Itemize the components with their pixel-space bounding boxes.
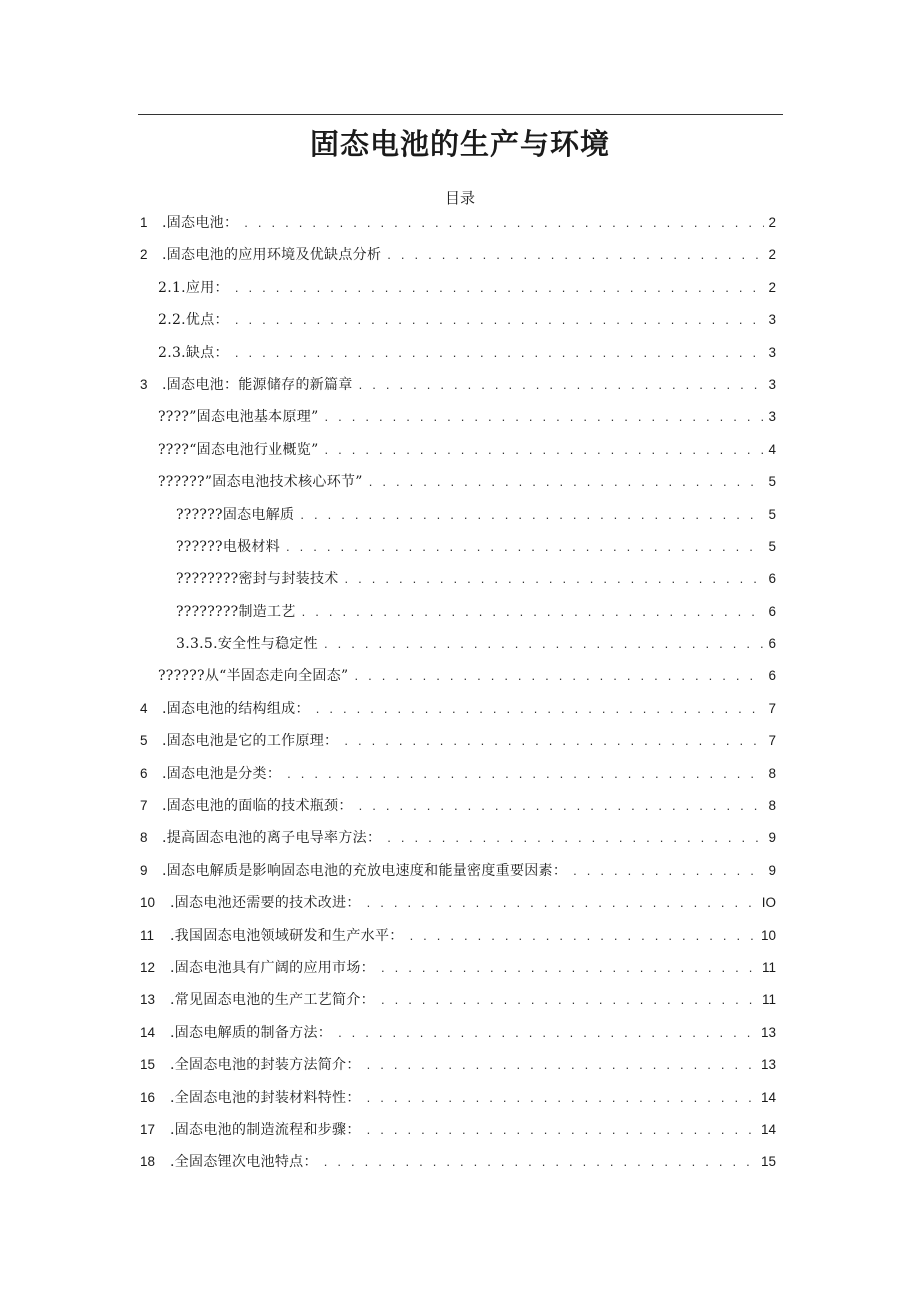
- toc-leader-dots: [300, 503, 764, 527]
- toc-entry-page-number: 3: [768, 344, 776, 360]
- toc-entry-page-number: 8: [768, 798, 776, 814]
- toc-leader-dots: [410, 924, 757, 948]
- toc-entry-text: .固态电池具有广阔的应用市场：: [170, 959, 375, 976]
- toc-entry[interactable]: [140, 826, 776, 858]
- toc-leader-dots: [359, 794, 765, 818]
- toc-leader-dots: [325, 405, 765, 429]
- toc-entry[interactable]: [140, 211, 776, 243]
- toc-entry[interactable]: [140, 438, 776, 470]
- toc-entry-text: .全固态电池的封装方法简介：: [170, 1057, 361, 1074]
- toc-entry-text: ????“固态电池行业概览”: [158, 441, 319, 458]
- toc-entry[interactable]: [140, 729, 776, 761]
- toc-entry[interactable]: [140, 276, 776, 308]
- toc-leader-dots: [325, 438, 765, 462]
- toc-entry-text: .我国固态电池领域研发和生产水平：: [170, 927, 404, 944]
- toc-leader-dots: [287, 762, 764, 786]
- toc-entry-text: ????????制造工艺: [176, 603, 296, 620]
- toc-entry-number: 14: [140, 1024, 156, 1040]
- toc-entry-text: 3.3.5.安全性与稳定性: [176, 636, 318, 653]
- toc-leader-dots: [345, 567, 765, 591]
- toc-entry[interactable]: [140, 341, 776, 373]
- toc-entry[interactable]: [140, 956, 776, 988]
- toc-leader-dots: [235, 276, 765, 300]
- toc-entry-text: ????”固态电池基本原理”: [158, 409, 319, 426]
- toc-entry-page-number: 2: [768, 247, 776, 263]
- toc-entry-page-number: 15: [760, 1154, 776, 1170]
- toc-entry-text: .固态电池的应用环境及优缺点分析: [162, 247, 382, 264]
- toc-entry-text: 2.2.优点：: [158, 312, 229, 329]
- toc-entry-text: .固态电池是分类：: [162, 765, 282, 782]
- toc-entry[interactable]: [140, 762, 776, 794]
- toc-entry[interactable]: [140, 470, 776, 502]
- toc-entry-number: 17: [140, 1121, 156, 1137]
- toc-entry[interactable]: [140, 1118, 776, 1150]
- toc-entry-page-number: 13: [760, 1024, 776, 1040]
- toc-entry-page-number: 6: [768, 603, 776, 619]
- toc-entry-text: 2.1.应用：: [158, 279, 229, 296]
- toc-entry-page-number: IO: [761, 895, 776, 911]
- toc-entry-text: .固态电池：: [162, 215, 239, 231]
- toc-entry-text: 2.3.缺点：: [158, 344, 229, 361]
- toc-leader-dots: [367, 1086, 757, 1110]
- toc-entry[interactable]: [140, 1021, 776, 1053]
- toc-entry[interactable]: [140, 794, 776, 826]
- toc-entry-page-number: 4: [768, 441, 776, 457]
- toc-leader-dots: [286, 535, 764, 559]
- toc-entry-number: 2: [140, 247, 148, 263]
- header-rule: [138, 114, 783, 115]
- toc-entry-page-number: 3: [768, 312, 776, 328]
- toc-entry-page-number: 3: [768, 409, 776, 425]
- toc-entry-text: .固态电池的结构组成：: [162, 700, 310, 717]
- toc-entry[interactable]: [140, 1053, 776, 1085]
- toc-entry-page-number: 6: [768, 571, 776, 587]
- toc-leader-dots: [235, 341, 765, 365]
- toc-entry[interactable]: [140, 1086, 776, 1118]
- toc-entry-text: .提高固态电池的离子电导率方法：: [162, 830, 382, 847]
- toc-heading: 目录: [444, 189, 475, 207]
- toc-entry-page-number: 6: [768, 668, 776, 684]
- toc-entry-number: 11: [140, 927, 155, 943]
- toc-leader-dots: [573, 859, 764, 883]
- toc-entry-text: ??????”固态电池技术核心环节”: [158, 474, 363, 491]
- toc-entry-number: 1: [140, 215, 148, 230]
- toc-leader-dots: [235, 308, 765, 332]
- toc-entry-number: 3: [140, 376, 148, 392]
- toc-leader-dots: [359, 373, 765, 397]
- document-title: 固态电池的生产与环境: [309, 127, 610, 161]
- toc-entry-text: .固态电池还需要的技术改进：: [170, 895, 361, 912]
- toc-leader-dots: [244, 211, 764, 235]
- toc-entry[interactable]: [140, 632, 776, 664]
- toc-entry-page-number: 14: [760, 1121, 776, 1137]
- toc-entry-number: 18: [140, 1154, 156, 1170]
- toc-entry[interactable]: [140, 1150, 776, 1182]
- toc-entry[interactable]: [140, 924, 776, 956]
- toc-entry-text: .固态电池是它的工作原理：: [162, 733, 339, 750]
- toc-leader-dots: [367, 891, 758, 915]
- toc-entry-page-number: 3: [768, 376, 776, 392]
- toc-entry-number: 4: [140, 700, 148, 716]
- toc-entry-page-number: 10: [760, 927, 776, 943]
- toc-entry-page-number: 6: [768, 636, 776, 652]
- toc-leader-dots: [387, 826, 764, 850]
- toc-entry-text: ??????从“半固态走向全固态”: [158, 668, 349, 685]
- toc-entry[interactable]: [140, 567, 776, 599]
- toc-entry[interactable]: [140, 308, 776, 340]
- toc-leader-dots: [316, 697, 765, 721]
- toc-entry-page-number: 5: [768, 538, 776, 554]
- toc-entry-page-number: 2: [768, 215, 776, 230]
- toc-entry-number: 6: [140, 765, 148, 781]
- toc-entry-text: .固态电解质是影响固态电池的充放电速度和能量密度重要因素：: [162, 862, 568, 879]
- toc-entry-number: 7: [140, 798, 148, 814]
- toc-entry[interactable]: [140, 697, 776, 729]
- toc-entry[interactable]: [140, 535, 776, 567]
- toc-entry-page-number: 8: [768, 765, 776, 781]
- toc-entry-text: .固态电池：能源储存的新篇章: [162, 376, 353, 393]
- toc-leader-dots: [369, 470, 765, 494]
- toc-entry-page-number: 11: [761, 992, 776, 1008]
- toc-entry-page-number: 2: [768, 279, 776, 295]
- toc-entry[interactable]: [140, 373, 776, 405]
- toc-entry[interactable]: [140, 503, 776, 535]
- toc-leader-dots: [324, 632, 765, 656]
- toc-entry-number: 10: [140, 895, 156, 911]
- toc-entry[interactable]: [140, 664, 776, 696]
- toc-entry[interactable]: [140, 405, 776, 437]
- toc-entry-page-number: 5: [768, 474, 776, 490]
- toc-entry-number: 12: [140, 959, 156, 975]
- toc-entry-page-number: 7: [768, 700, 776, 716]
- toc-leader-dots: [354, 664, 764, 688]
- toc-entry-page-number: 9: [768, 862, 776, 878]
- toc-entry[interactable]: [140, 891, 776, 923]
- toc-entry[interactable]: [140, 243, 776, 275]
- toc-entry-text: .全固态锂次电池特点：: [170, 1154, 318, 1171]
- toc-entry-text: .全固态电池的封装材料特性：: [170, 1089, 361, 1106]
- toc-entry[interactable]: [140, 988, 776, 1020]
- toc-leader-dots: [344, 729, 764, 753]
- toc-entry-page-number: 5: [768, 506, 776, 522]
- toc-entry-text: .固态电解质的制备方法：: [170, 1024, 333, 1041]
- toc-leader-dots: [381, 988, 758, 1012]
- toc-entry-page-number: 9: [768, 830, 776, 846]
- toc-entry[interactable]: [140, 600, 776, 632]
- toc-entry-text: ??????固态电解质: [176, 506, 295, 523]
- toc-entry-text: .固态电池的面临的技术瓶颈：: [162, 798, 353, 815]
- toc-entry-page-number: 13: [760, 1057, 776, 1073]
- toc-entry-number: 13: [140, 992, 156, 1008]
- toc-leader-dots: [324, 1150, 757, 1174]
- toc-entry-text: .固态电池的制造流程和步骤：: [170, 1121, 361, 1138]
- toc-leader-dots: [338, 1021, 757, 1045]
- toc-entry-page-number: 7: [768, 733, 776, 749]
- toc-entry-number: 8: [140, 830, 148, 846]
- toc-entry-text: ????????密封与封装技术: [176, 571, 339, 588]
- toc-entry-text: .常见固态电池的生产工艺简介：: [170, 992, 375, 1009]
- toc-entry[interactable]: [140, 859, 776, 891]
- toc-leader-dots: [381, 956, 758, 980]
- toc-entry-page-number: 14: [760, 1089, 776, 1105]
- toc-entry-text: ??????电极材料: [176, 538, 281, 555]
- toc-leader-dots: [302, 600, 765, 624]
- toc-entry-number: 16: [140, 1089, 156, 1105]
- toc-leader-dots: [367, 1118, 757, 1142]
- toc-entry-number: 9: [140, 862, 148, 878]
- toc-leader-dots: [367, 1053, 757, 1077]
- toc-entry-number: 5: [140, 733, 148, 749]
- table-of-contents: [140, 211, 776, 1183]
- toc-leader-dots: [387, 243, 764, 267]
- toc-entry-page-number: 11: [761, 959, 776, 975]
- toc-entry-number: 15: [140, 1057, 156, 1073]
